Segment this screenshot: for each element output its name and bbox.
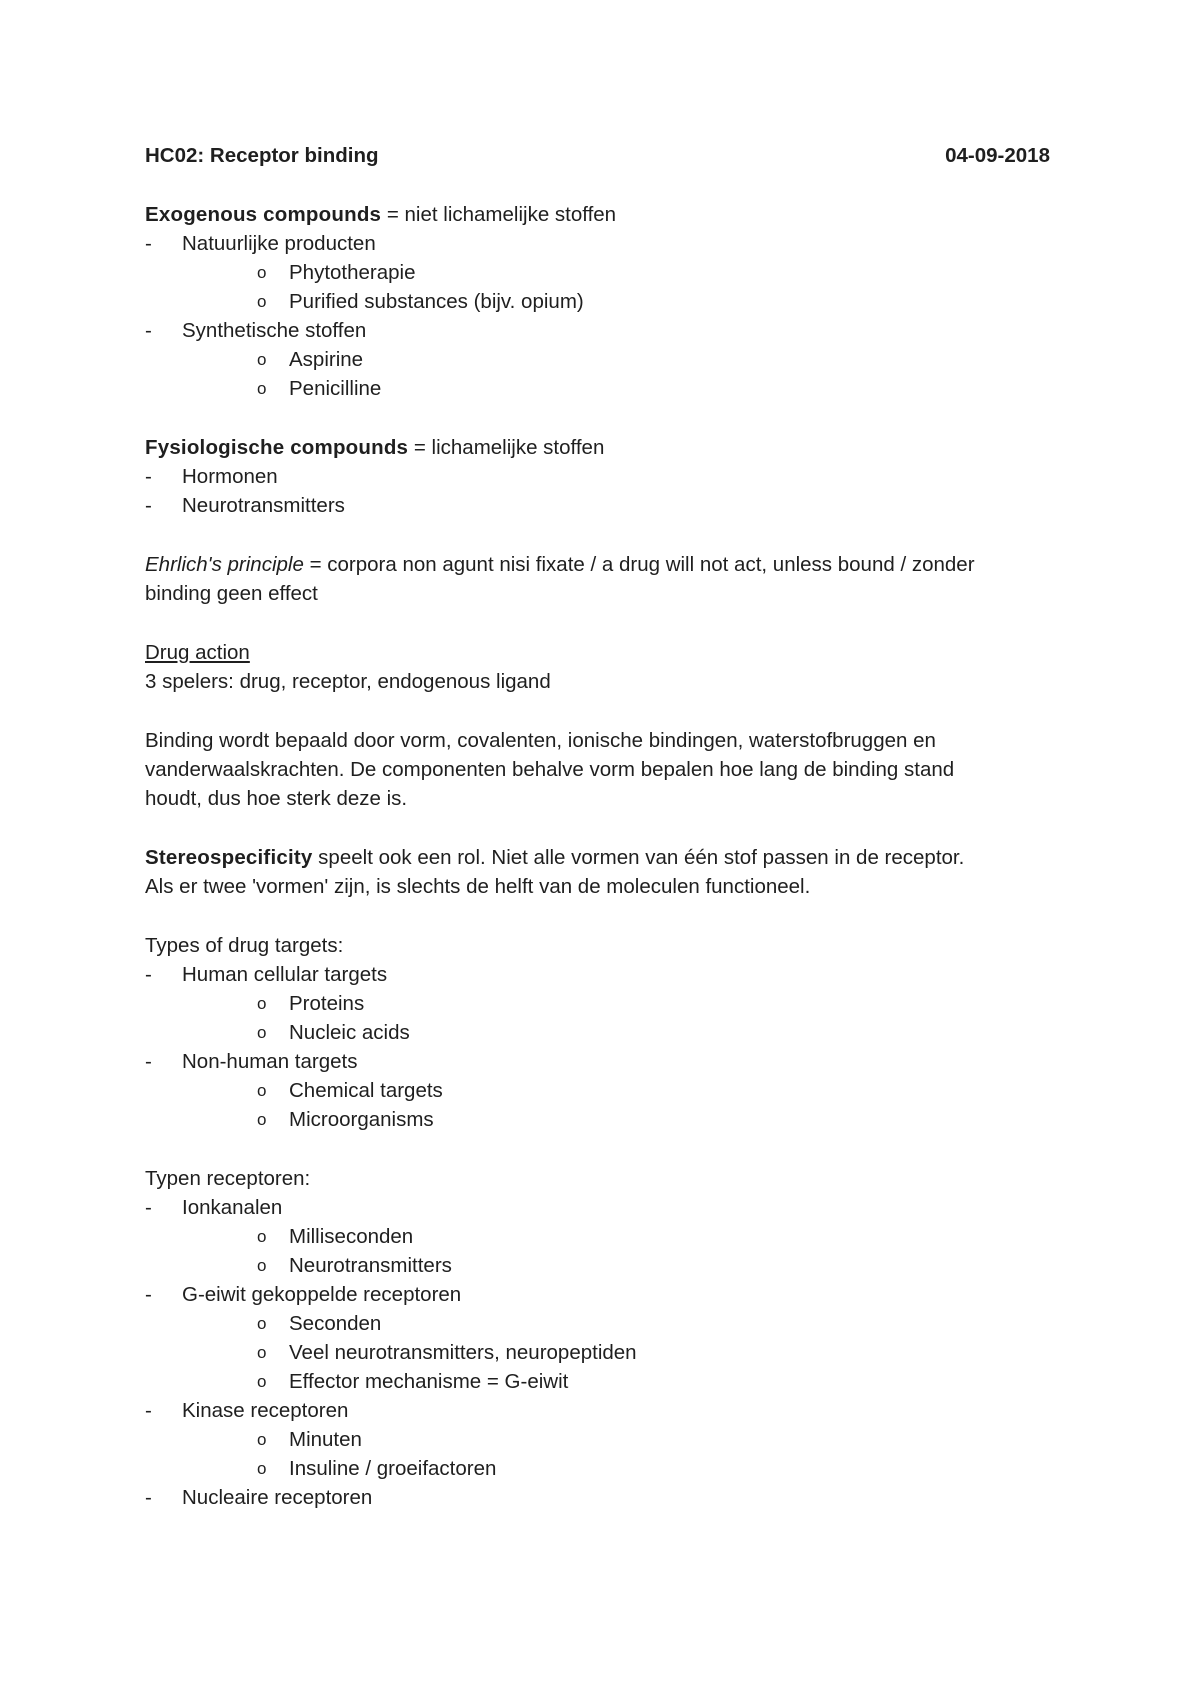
receptors-heading: Typen receptoren: (145, 1167, 311, 1190)
sub-list-item (145, 1251, 1050, 1280)
sub-list-item-label: Aspirine (289, 348, 364, 371)
list-item-label: Natuurlijke producten (182, 232, 376, 255)
list-item (145, 316, 1050, 345)
section-drug-action (145, 638, 1050, 696)
sub-list-item (145, 1222, 1050, 1251)
ehrlich-line-1 (145, 550, 1050, 579)
dash-bullet: - (145, 494, 152, 517)
circle-bullet-icon: o (257, 350, 267, 369)
dash-bullet: - (145, 1283, 152, 1306)
dash-bullet: - (145, 319, 152, 342)
dash-bullet: - (145, 1196, 152, 1219)
circle-bullet-icon: o (257, 1430, 267, 1449)
list-item-label: G-eiwit gekoppelde receptoren (182, 1283, 462, 1306)
sub-list-item-label: Milliseconden (289, 1225, 414, 1248)
dash-bullet: - (145, 1486, 152, 1509)
section-exogenous (145, 200, 1050, 403)
sub-list-item (145, 1454, 1050, 1483)
list-item-label: Kinase receptoren (182, 1399, 349, 1422)
section-binding (145, 726, 1050, 813)
sub-list-item-label: Chemical targets (289, 1079, 443, 1102)
list-item-label: Ionkanalen (182, 1196, 283, 1219)
ehrlich-term: Ehrlich's principle (145, 553, 304, 576)
stereo-term: Stereospecificity (145, 846, 313, 869)
sub-list-item (145, 1338, 1050, 1367)
stereo-line-1 (145, 843, 1050, 872)
sub-list-item (145, 258, 1050, 287)
circle-bullet-icon: o (257, 1081, 267, 1100)
sub-list-item-label: Penicilline (289, 377, 382, 400)
section-ehrlich (145, 550, 1050, 608)
list-item (145, 1193, 1050, 1222)
circle-bullet-icon: o (257, 1023, 267, 1042)
sub-list-item (145, 345, 1050, 374)
sub-list-item-label: Proteins (289, 992, 365, 1015)
section-receptor-types (145, 1164, 1050, 1512)
circle-bullet-icon: o (257, 1459, 267, 1478)
list-item-label: Nucleaire receptoren (182, 1486, 373, 1509)
list-item-label: Non-human targets (182, 1050, 358, 1073)
list-item (145, 1047, 1050, 1076)
sub-list-item-label: Microorganisms (289, 1108, 434, 1131)
section-stereospecificity (145, 843, 1050, 901)
list-item-label: Human cellular targets (182, 963, 388, 986)
list-item-label: Neurotransmitters (182, 494, 345, 517)
physiological-definition (145, 433, 1050, 462)
circle-bullet-icon: o (257, 1343, 267, 1362)
sub-list-item-label: Seconden (289, 1312, 382, 1335)
list-item (145, 960, 1050, 989)
ehrlich-line-2: binding geen effect (145, 582, 318, 605)
circle-bullet-icon: o (257, 1314, 267, 1333)
section-physiological (145, 433, 1050, 520)
circle-bullet-icon: o (257, 1372, 267, 1391)
circle-bullet-icon: o (257, 1256, 267, 1275)
sub-list-item (145, 1018, 1050, 1047)
list-item-label: Hormonen (182, 465, 278, 488)
dash-bullet: - (145, 963, 152, 986)
title-row (145, 141, 1050, 170)
exogenous-definition-text: = niet lichamelijke stoffen (381, 203, 617, 226)
exogenous-definition (145, 200, 1050, 229)
stereo-line-1-text: speelt ook een rol. Niet alle vormen van één stof passen in de receptor. (312, 846, 965, 869)
document-title: HC02: Receptor binding (145, 144, 379, 167)
ehrlich-line-1-text: = corpora non agunt nisi fixate / a drug will not act, unless bound / zonder (303, 553, 975, 576)
sub-list-item (145, 1105, 1050, 1134)
sub-list-item-label: Effector mechanisme = G-eiwit (289, 1370, 569, 1393)
physiological-term: Fysiologische compounds (145, 436, 409, 459)
dash-bullet: - (145, 232, 152, 255)
sub-list-item-label: Phytotherapie (289, 261, 416, 284)
drug-action-heading: Drug action (145, 641, 250, 664)
sub-list-item (145, 374, 1050, 403)
binding-line-3: houdt, dus hoe sterk deze is. (145, 787, 408, 810)
sub-list-item (145, 989, 1050, 1018)
dash-bullet: - (145, 1399, 152, 1422)
list-item (145, 1483, 1050, 1512)
circle-bullet-icon: o (257, 379, 267, 398)
list-item (145, 1280, 1050, 1309)
circle-bullet-icon: o (257, 1110, 267, 1129)
binding-line-1: Binding wordt bepaald door vorm, covalenten, ionische bindingen, waterstofbruggen en (145, 729, 936, 752)
sub-list-item (145, 1076, 1050, 1105)
dash-bullet: - (145, 1050, 152, 1073)
sub-list-item-label: Veel neurotransmitters, neuropeptiden (289, 1341, 637, 1364)
circle-bullet-icon: o (257, 263, 267, 282)
circle-bullet-icon: o (257, 994, 267, 1013)
circle-bullet-icon: o (257, 1227, 267, 1246)
section-drug-targets (145, 931, 1050, 1134)
sub-list-item-label: Minuten (289, 1428, 362, 1451)
sub-list-item (145, 287, 1050, 316)
dash-bullet: - (145, 465, 152, 488)
list-item (145, 229, 1050, 258)
drug-action-text: 3 spelers: drug, receptor, endogenous ligand (145, 670, 551, 693)
sub-list-item-label: Purified substances (bijv. opium) (289, 290, 584, 313)
list-item (145, 1396, 1050, 1425)
targets-heading: Types of drug targets: (145, 934, 344, 957)
sub-list-item-label: Neurotransmitters (289, 1254, 452, 1277)
sub-list-item-label: Insuline / groeifactoren (289, 1457, 497, 1480)
sub-list-item (145, 1309, 1050, 1338)
sub-list-item (145, 1367, 1050, 1396)
list-item (145, 462, 1050, 491)
stereo-line-2: Als er twee 'vormen' zijn, is slechts de helft van de moleculen functioneel. (145, 875, 811, 898)
exogenous-term: Exogenous compounds (145, 203, 382, 226)
circle-bullet-icon: o (257, 292, 267, 311)
list-item-label: Synthetische stoffen (182, 319, 367, 342)
document-date: 04-09-2018 (945, 144, 1050, 167)
binding-line-2: vanderwaalskrachten. De componenten behalve vorm bepalen hoe lang de binding stand (145, 758, 955, 781)
sub-list-item-label: Nucleic acids (289, 1021, 410, 1044)
sub-list-item (145, 1425, 1050, 1454)
list-item (145, 491, 1050, 520)
physiological-definition-text: = lichamelijke stoffen (408, 436, 605, 459)
